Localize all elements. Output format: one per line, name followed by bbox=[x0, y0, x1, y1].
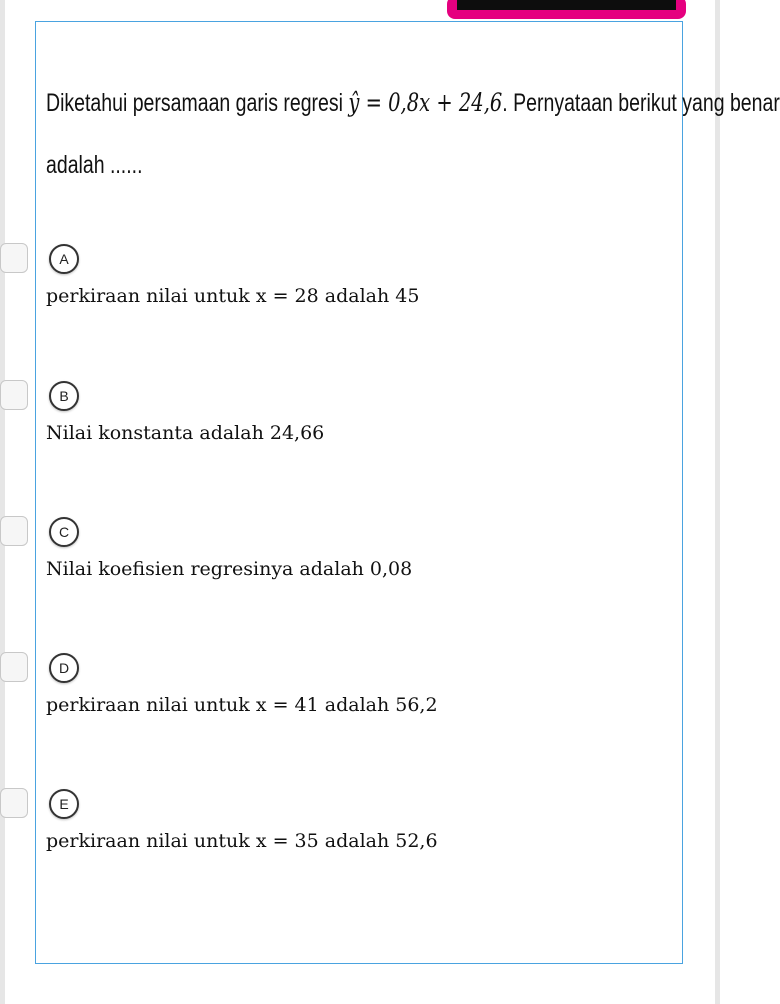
question-card bbox=[35, 21, 780, 964]
question-line-1 bbox=[46, 72, 780, 134]
question-line-2: adalah ...... bbox=[46, 151, 143, 179]
option-c-text: Nilai koefisien regresinya adalah 0,08 bbox=[46, 558, 413, 580]
top-action-button[interactable] bbox=[447, 0, 686, 19]
top-action-button-face bbox=[457, 0, 676, 10]
right-edge bbox=[715, 0, 720, 1004]
option-e-text: perkiraan nilai untuk x = 35 adalah 52,6 bbox=[46, 830, 438, 852]
option-e-checkbox[interactable] bbox=[0, 788, 28, 818]
option-c-checkbox[interactable] bbox=[0, 516, 28, 546]
question-prefix: Diketahui persamaan garis regresi bbox=[46, 89, 349, 117]
question-text bbox=[46, 72, 780, 196]
option-b-letter-badge: B bbox=[49, 381, 79, 411]
option-a-checkbox[interactable] bbox=[0, 243, 28, 273]
option-d-text: perkiraan nilai untuk x = 41 adalah 56,2 bbox=[46, 694, 438, 716]
option-d-letter-badge: D bbox=[49, 653, 79, 683]
option-a-letter-badge: A bbox=[49, 244, 79, 274]
option-e-letter-badge: E bbox=[49, 789, 79, 819]
regression-equation: ŷ = 0,8x + 24,6 bbox=[348, 88, 503, 117]
option-b-text: Nilai konstanta adalah 24,66 bbox=[46, 422, 325, 444]
option-c-letter-badge: C bbox=[49, 517, 79, 547]
option-a-text: perkiraan nilai untuk x = 28 adalah 45 bbox=[46, 285, 420, 307]
question-suffix: . Pernyataan berikut yang benar bbox=[502, 89, 780, 117]
left-edge bbox=[0, 0, 5, 1004]
option-b-checkbox[interactable] bbox=[0, 380, 28, 410]
option-d-checkbox[interactable] bbox=[0, 652, 28, 682]
